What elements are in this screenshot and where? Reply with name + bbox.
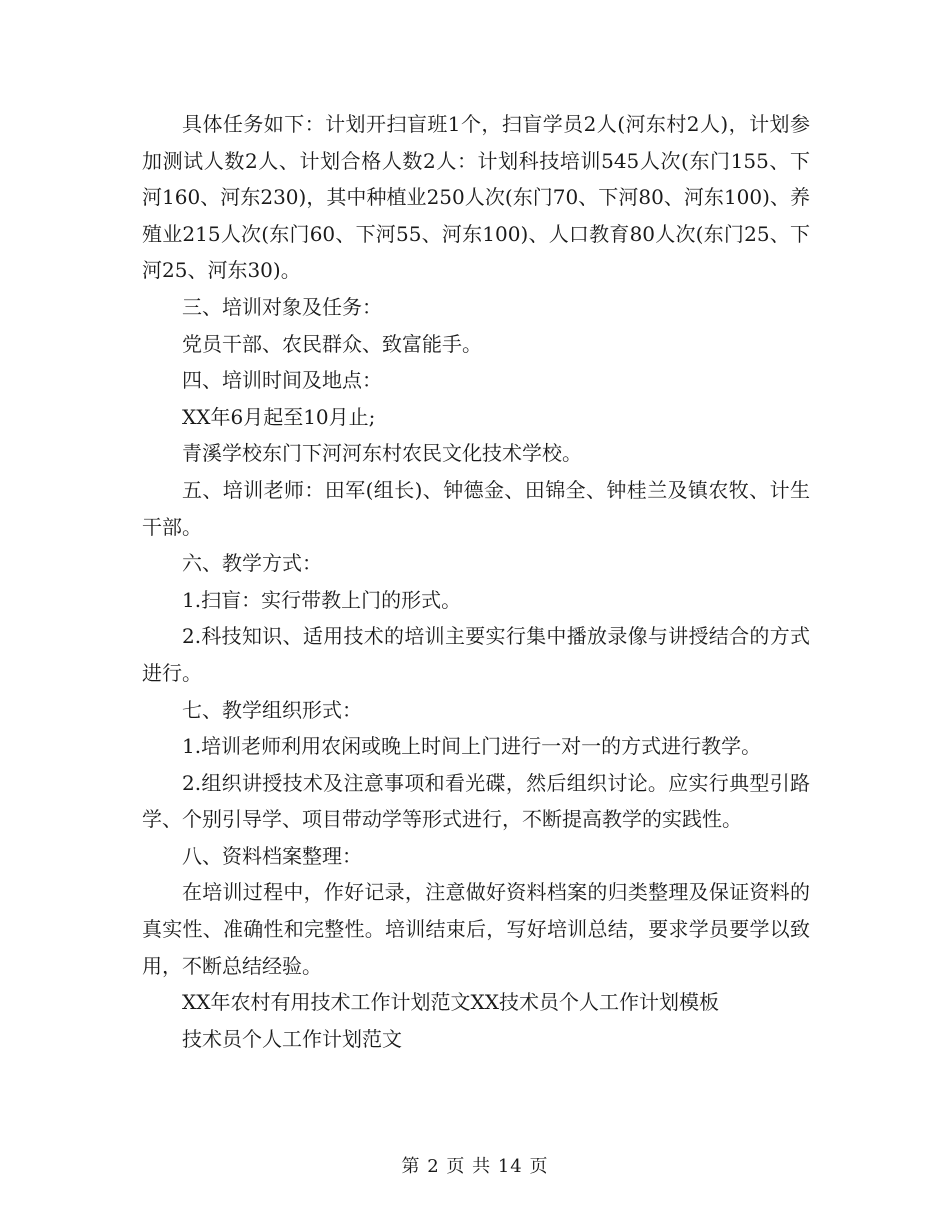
paragraph-organization-2: 2.组织讲授技术及注意事项和看光碟，然后组织讨论。应实行典型引路学、个别引导学、项目带动学等形式进行，不断提高教学的实践性。 xyxy=(142,770,810,832)
document-body xyxy=(142,106,810,1057)
heading-archives: 八、资料档案整理： xyxy=(182,843,362,868)
paragraph-targets: 党员干部、农民群众、致富能手。 xyxy=(182,331,482,356)
heading-training-targets: 三、培训对象及任务： xyxy=(182,294,382,319)
paragraph-teachers: 五、培训老师：田军(组长)、钟德金、田锦全、钟桂兰及镇农牧、计生干部。 xyxy=(142,477,810,539)
heading-teaching-method: 六、教学方式： xyxy=(182,551,322,576)
related-link-line-1: XX年农村有用技术工作计划范文XX技术员个人工作计划模板 xyxy=(182,990,719,1015)
heading-time-location: 四、培训时间及地点： xyxy=(182,368,382,393)
paragraph-tasks: 具体任务如下：计划开扫盲班1个，扫盲学员2人(河东村2人)，计划参加测试人数2人、计划合格人数2人：计划科技培训545人次(东门155、下河160、河东230)，其中种植业250人次(东门70、下河80、河东100)、养殖业215人次(东门60、下河55、河东100)、人口教育80人次(东门25、下河25、河东30)。 xyxy=(142,112,810,283)
paragraph-archives: 在培训过程中，作好记录，注意做好资料档案的归类整理及保证资料的真实性、准确性和完整性。培训结束后，写好培训总结，要求学员要学以致用，不断总结经验。 xyxy=(142,880,810,978)
heading-organization: 七、教学组织形式： xyxy=(182,697,362,722)
paragraph-method-1: 1.扫盲：实行带教上门的形式。 xyxy=(182,587,462,612)
paragraph-method-2: 2.科技知识、适用技术的培训主要实行集中播放录像与讲授结合的方式进行。 xyxy=(142,624,810,685)
paragraph-location: 青溪学校东门下河河东村农民文化技术学校。 xyxy=(182,441,582,466)
paragraph-time: XX年6月起至10月止; xyxy=(182,404,376,429)
related-link-line-2: 技术员个人工作计划范文 xyxy=(182,1026,402,1051)
paragraph-organization-1: 1.培训老师利用农闲或晚上时间上门进行一对一的方式进行教学。 xyxy=(182,734,762,759)
page-footer: 第 2 页 共 14 页 xyxy=(401,1156,549,1177)
